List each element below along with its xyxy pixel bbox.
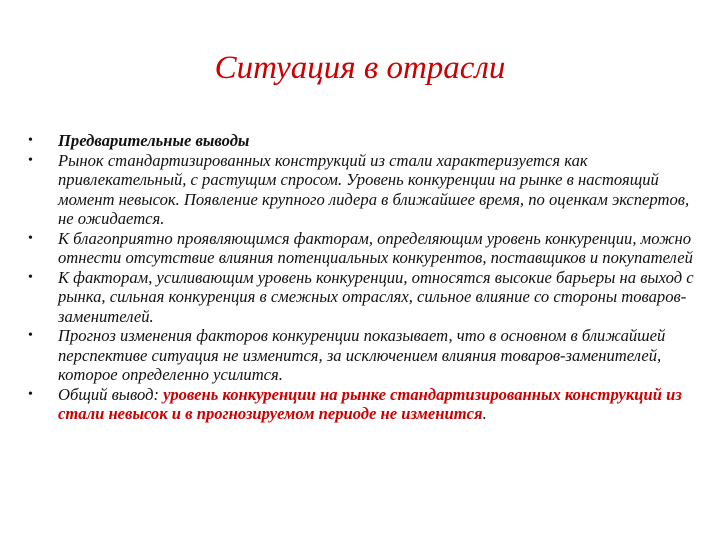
bullet-icon: • [28, 133, 33, 148]
bullet-text: Предварительные выводы [58, 131, 250, 150]
bullet-list [28, 131, 700, 424]
conclusion-lead: Общий вывод: [58, 384, 164, 404]
list-item [28, 268, 700, 327]
bullet-text: К факторам, усиливающим уровень конкуренции, относятся высокие барьеры на выход с рынка, сильная конкуренция в смежных отраслях, сильное влияние со стороны товаров-заменителей. [58, 267, 694, 326]
bullet-icon: • [28, 230, 33, 246]
bullet-icon: • [28, 386, 33, 402]
list-item [28, 131, 700, 151]
list-item [28, 151, 700, 229]
conclusion-highlight: уровень конкуренции на рынке стандартизированных конструкций из стали невысок и в прогнозируемом периоде не изменится [58, 384, 682, 423]
bullet-icon: • [28, 152, 33, 168]
list-item [28, 229, 700, 268]
bullet-text: Рынок стандартизированных конструкций из стали характеризуется как привлекательный, с растущим спросом. Уровень конкуренции на рынке в настоящий момент невысок. Появление крупного лидера в ближайшее время, по оценкам экспертов, не ожидается. [58, 150, 690, 228]
conclusion-tail: . [482, 404, 487, 423]
bullet-text: Прогноз изменения факторов конкуренции показывает, что в основном в ближайшей перспективе ситуация не изменится, за исключением влияния товаров-заменителей, которое определенно усилится. [58, 326, 666, 384]
bullet-text: К благоприятно проявляющимся факторам, определяющим уровень конкуренции, можно отнести отсутствие влияния потенциальных конкурентов, поставщиков и покупателей [58, 228, 693, 267]
list-item [28, 326, 700, 385]
bullet-icon: • [28, 269, 33, 285]
bullet-icon: • [28, 328, 33, 343]
slide-title: Ситуация в отрасли [214, 50, 506, 86]
list-item [28, 385, 700, 424]
